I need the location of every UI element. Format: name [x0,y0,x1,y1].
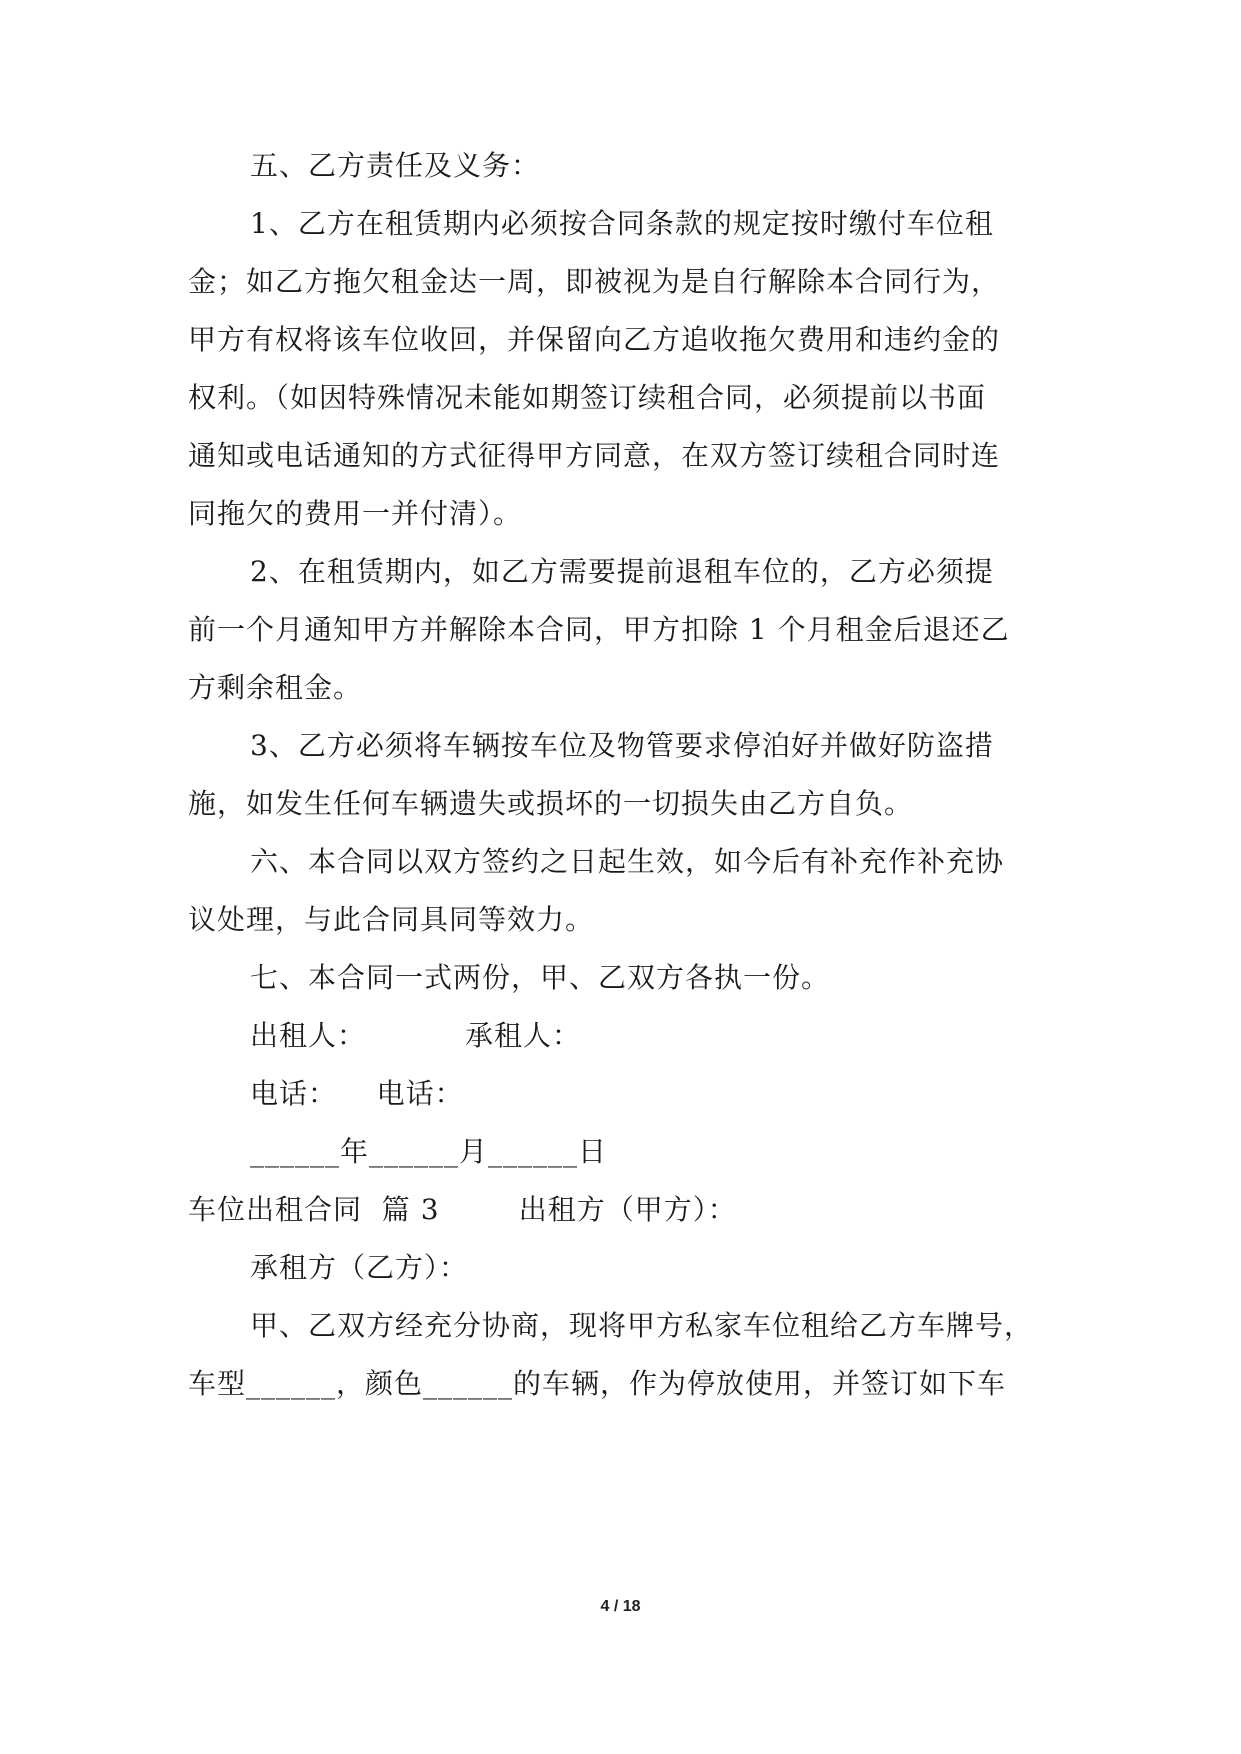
paragraph-line: 议处理，与此合同具同等效力。 [188,903,595,936]
paragraph-line: 同拖欠的费用一并付清）。 [188,497,523,530]
paragraph-line: 权利。（如因特殊情况未能如期签订续租合同，必须提前以书面 [188,381,987,414]
paragraph-line: 甲方有权将该车位收回，并保留向乙方追收拖欠费用和违约金的 [188,323,1001,356]
paragraph-line: 通知或电话通知的方式征得甲方同意，在双方签订续租合同时连 [188,439,1001,472]
paragraph-line: 方剩余租金。 [188,671,363,704]
paragraph-line: 金；如乙方拖欠租金达一周，即被视为是自行解除本合同行为， [188,265,1001,298]
paragraph-line: 前一个月通知甲方并解除本合同，甲方扣除 1 个月租金后退还乙 [188,613,1010,646]
paragraph-line: 1、乙方在租赁期内必须按合同条款的规定按时缴付车位租 [250,207,994,240]
section-heading-6: 六、本合同以双方签约之日起生效，如今后有补充作补充协 [250,845,1005,878]
paragraph-line: 2、在租赁期内，如乙方需要提前退租车位的，乙方必须提 [250,555,994,588]
contract-title-line: 车位出租合同 篇 3 出租方（甲方）： [188,1193,737,1226]
lessee-line: 承租方（乙方）： [250,1251,469,1284]
paragraph-line: 3、乙方必须将车辆按车位及物管要求停泊好并做好防盗措 [250,729,994,762]
section-heading-5: 五、乙方责任及义务： [250,149,541,182]
section-heading-7: 七、本合同一式两份，甲、乙双方各执一份。 [250,961,831,994]
phone-line: 电话： 电话： [250,1077,464,1110]
paragraph-line: 甲、乙双方经充分协商，现将甲方私家车位租给乙方车牌号， [250,1309,1034,1342]
signature-parties-line: 出租人： 承租人： [250,1019,582,1052]
date-line: ______年______月______日 [250,1135,608,1168]
page-number: 4 / 18 [600,1598,641,1615]
paragraph-line: 车型______，颜色______的车辆，作为停放使用，并签订如下车 [188,1367,1007,1400]
paragraph-line: 施，如发生任何车辆遗失或损坏的一切损失由乙方自负。 [188,787,914,820]
